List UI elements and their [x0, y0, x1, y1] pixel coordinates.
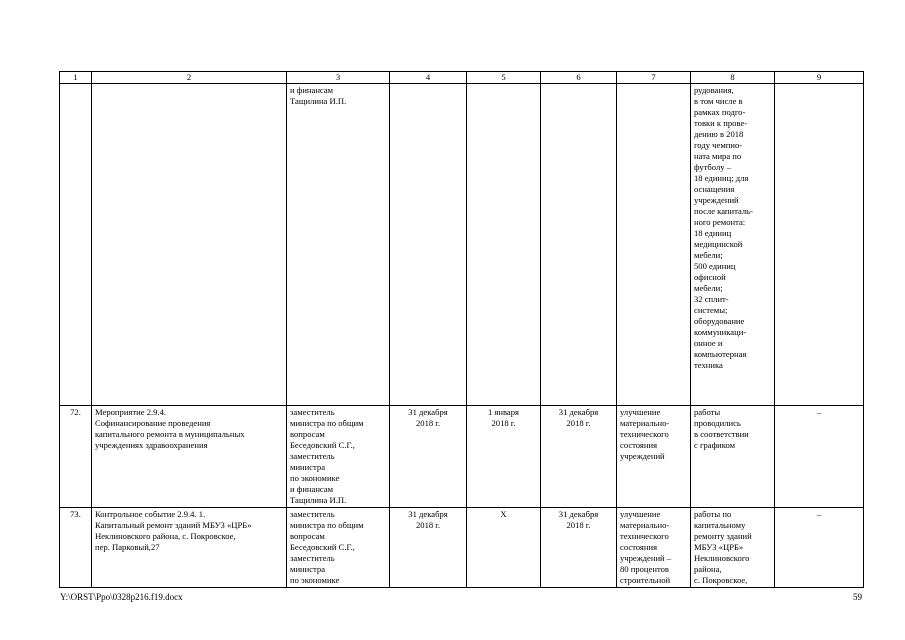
table-row — [60, 508, 864, 588]
problems-cell: – — [775, 508, 864, 588]
header-cell: 3 — [287, 72, 390, 84]
header-row — [60, 72, 864, 84]
result-cell: улучшение материально- технического состояния учреждений — [617, 406, 691, 508]
note-cell: работы проводились в соответствии с графиком — [691, 406, 775, 508]
problems-cell — [775, 84, 864, 406]
header-cell: 6 — [541, 72, 617, 84]
header-cell: 9 — [775, 72, 864, 84]
footer-file-path: Y:\ORST\Ppo\0328p216.f19.docx — [60, 592, 183, 602]
header-cell: 7 — [617, 72, 691, 84]
row-number: 72. — [60, 406, 92, 508]
header-cell: 1 — [60, 72, 92, 84]
plan-date-cell: 31 декабря 2018 г. — [390, 508, 467, 588]
problems-cell: – — [775, 406, 864, 508]
responsible-cell: заместитель министра по общим вопросам Беседовский С.Г., заместитель министра по экономике — [287, 508, 390, 588]
table-row — [60, 84, 864, 406]
table-row — [60, 406, 864, 508]
header-cell: 5 — [467, 72, 541, 84]
event-cell: Контрольное событие 2.9.4. 1. Капитальный ремонт зданий МБУЗ «ЦРБ» Неклиновского района, с. Покровское, пер. Парковый,27 — [92, 508, 287, 588]
row-number: 73. — [60, 508, 92, 588]
header-cell: 2 — [92, 72, 287, 84]
end-date-cell: 31 декабря 2018 г. — [541, 508, 617, 588]
start-date-cell: Х — [467, 508, 541, 588]
document-table — [59, 71, 864, 588]
header-cell: 4 — [390, 72, 467, 84]
page-number: 59 — [853, 592, 862, 602]
note-cell: рудования, в том числе в рамках подго- товки к прове- дению в 2018 году чемпио- ната мира по футболу – 18 единиц; для оснащения учреждений после капиталь- ного ремонта: 18 единиц медицинской мебели; 500 единиц офисной мебели; 32 сплит- системы; оборудование коммуникаци- онное и компьютерная техника — [691, 84, 775, 406]
responsible-cell: и финансам Тащилина И.П. — [287, 84, 390, 406]
plan-date-cell — [390, 84, 467, 406]
end-date-cell — [541, 84, 617, 406]
plan-date-cell: 31 декабря 2018 г. — [390, 406, 467, 508]
result-cell — [617, 84, 691, 406]
end-date-cell: 31 декабря 2018 г. — [541, 406, 617, 508]
row-number — [60, 84, 92, 406]
note-cell: работы по капитальному ремонту зданий МБУЗ «ЦРБ» Неклиновского района, с. Покровское, — [691, 508, 775, 588]
responsible-cell: заместитель министра по общим вопросам Беседовский С.Г., заместитель министра по экономике и финансам Тащилина И.П. — [287, 406, 390, 508]
start-date-cell: 1 января 2018 г. — [467, 406, 541, 508]
start-date-cell — [467, 84, 541, 406]
result-cell: улучшение материально- технического состояния учреждений – 80 процентов строительной — [617, 508, 691, 588]
header-cell: 8 — [691, 72, 775, 84]
event-cell — [92, 84, 287, 406]
event-cell: Мероприятие 2.9.4. Софинансирование проведения капитального ремонта в муниципальных учреждениях здравоохранения — [92, 406, 287, 508]
